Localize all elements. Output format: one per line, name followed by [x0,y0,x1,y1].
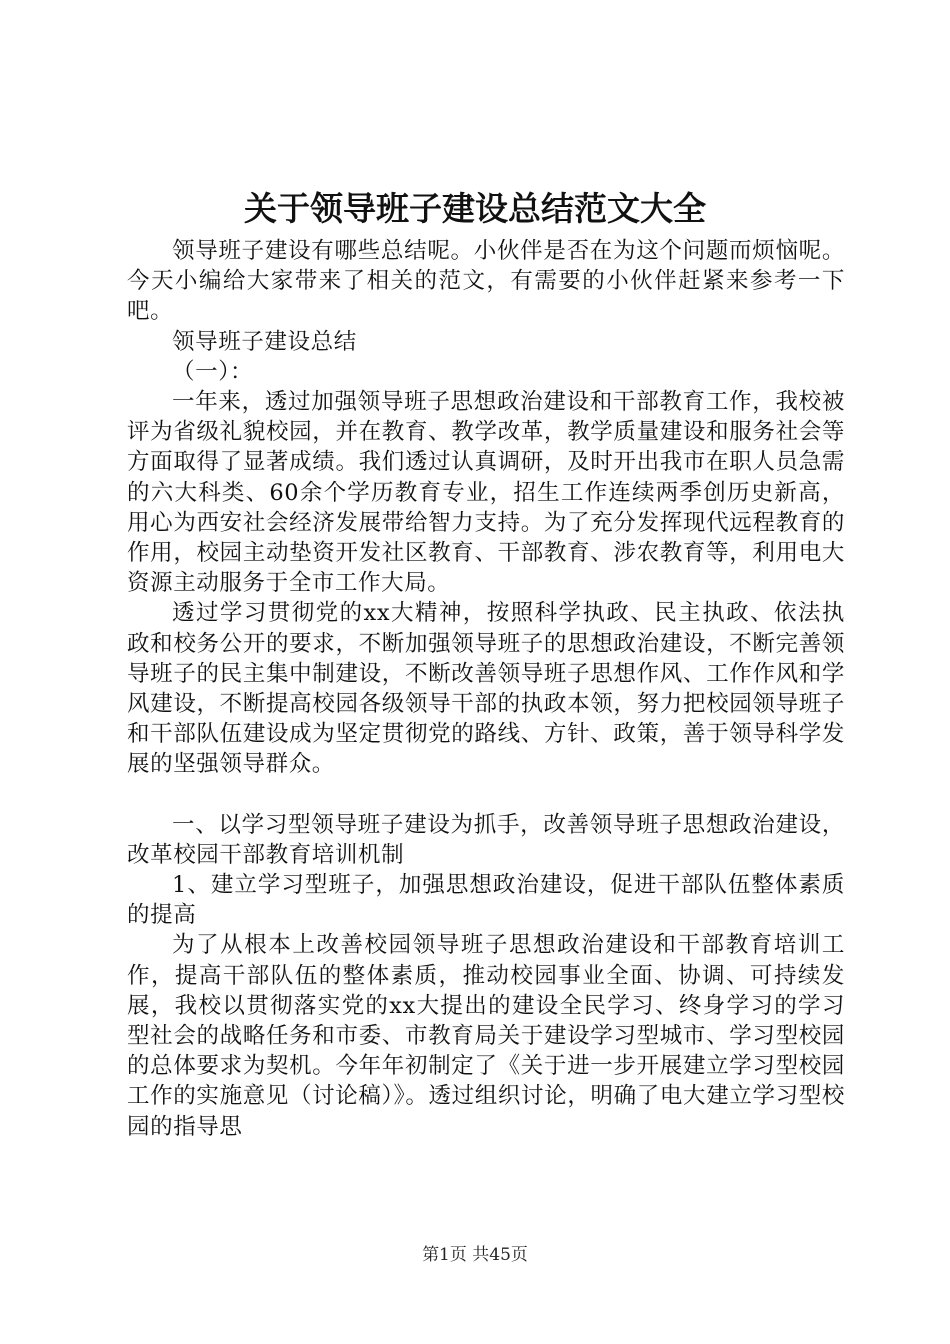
body-paragraph-1: 一年来，透过加强领导班子思想政治建设和干部教育工作，我校被评为省级礼貌校园，并在教育、教学改革，教学质量建设和服务社会等方面取得了显著成绩。我们透过认真调研，及时开出我市在职人员急需的六大科类、60余个学历教育专业，招生工作连续两季创历史新高，用心为西安社会经济发展带给智力支持。为了充分发挥现代远程教育的作用，校园主动垫资开发社区教育、干部教育、涉农教育等，利用电大资源主动服务于全市工作大局。 [127,389,845,597]
heading-item-one: 一、以学习型领导班子建设为抓手，改善领导班子思想政治建设，改革校园干部教育培训机制 [127,811,845,868]
page-number-footer: 第1页 共45页 [422,1245,528,1265]
section-number: （一）： [172,358,254,385]
subheading-item-1: 1、建立学习型班子，加强思想政治建设，促进干部队伍整体素质的提高 [127,872,845,929]
document-body [127,236,845,1142]
intro-paragraph: 领导班子建设有哪些总结呢。小伙伴是否在为这个问题而烦恼呢。今天小编给大家带来了相关的范文，有需要的小伙伴赶紧来参考一下吧。 [127,238,845,325]
body-paragraph-3: 为了从根本上改善校园领导班子思想政治建设和干部教育培训工作，提高干部队伍的整体素质，推动校园事业全面、协调、可持续发展，我校以贯彻落实党的xx大提出的建设全民学习、终身学习的学习型社会的战略任务和市委、市教育局关于建设学习型城市、学习型校园的总体要求为契机。今年年初制定了《关于进一步开展建立学习型校园工作的实施意见（讨论稿）》。透过组织讨论，明确了电大建立学习型校园的指导思 [127,932,845,1140]
paragraph-gap [127,780,845,810]
body-paragraph-2: 透过学习贯彻党的xx大精神，按照科学执政、民主执政、依法执政和校务公开的要求，不断加强领导班子的思想政治建设，不断完善领导班子的民主集中制建设，不断改善领导班子思想作风、工作作风和学风建设，不断提高校园各级领导干部的执政本领，努力把校园领导班子和干部队伍建设成为坚定贯彻党的路线、方针、政策，善于领导科学发展的坚强领导群众。 [127,600,845,778]
document-title: 关于领导班子建设总结范文大全 [244,189,706,228]
section-heading: 领导班子建设总结 [172,328,357,355]
